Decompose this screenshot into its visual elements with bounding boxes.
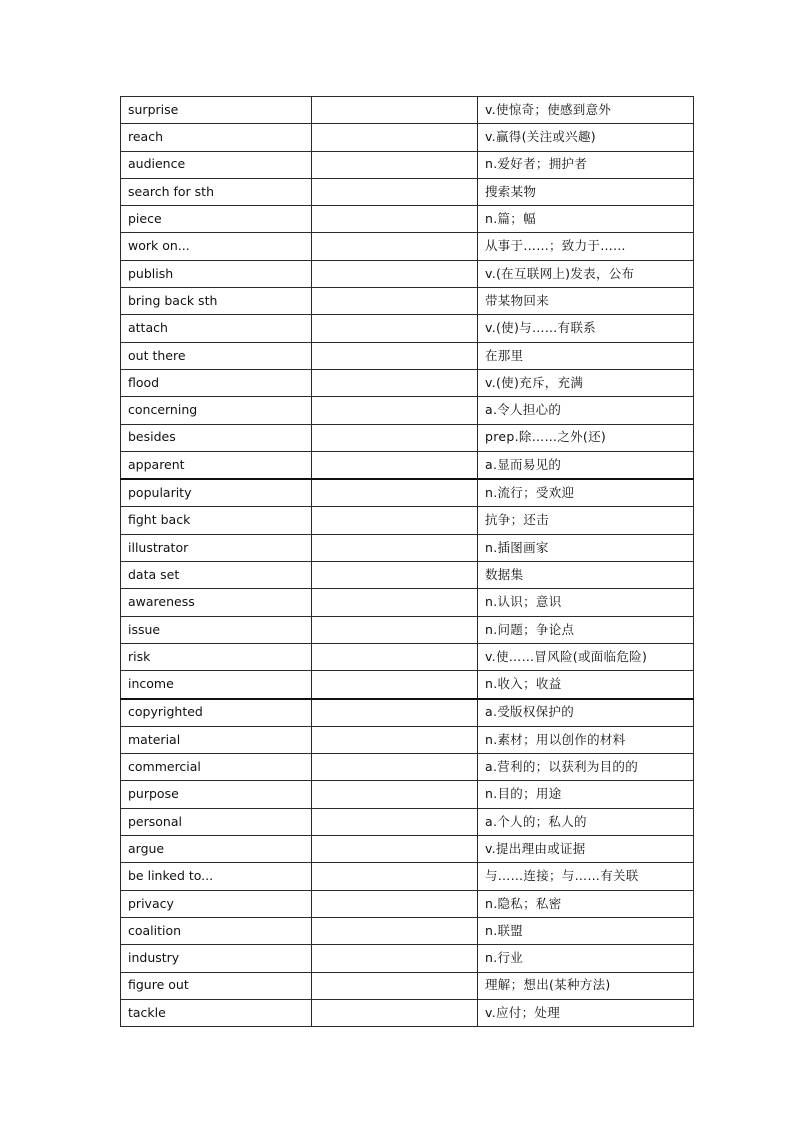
table-row [121,808,694,835]
table-row [121,534,694,561]
table-row [121,917,694,944]
table-row [121,178,694,205]
blank-answer-cell [312,699,478,727]
blank-answer-cell [312,424,478,451]
vocabulary-table [120,96,694,1027]
english-term-cell: attach [121,315,312,342]
chinese-meaning-cell: a.受版权保护的 [478,699,694,727]
table-row [121,589,694,616]
chinese-meaning-cell: n.联盟 [478,917,694,944]
chinese-meaning-cell: n.流行；受欢迎 [478,479,694,507]
chinese-meaning-cell: prep.除……之外(还) [478,424,694,451]
chinese-meaning-cell: n.目的；用途 [478,781,694,808]
chinese-meaning-cell: 抗争；还击 [478,507,694,534]
blank-answer-cell [312,781,478,808]
table-row [121,424,694,451]
english-term-cell: out there [121,342,312,369]
table-row [121,124,694,151]
table-row [121,562,694,589]
chinese-meaning-cell: v.赢得(关注或兴趣) [478,124,694,151]
chinese-meaning-cell: a.营利的；以获利为目的的 [478,754,694,781]
english-term-cell: work on... [121,233,312,260]
english-term-cell: apparent [121,451,312,479]
chinese-meaning-cell: n.问题；争论点 [478,616,694,643]
english-term-cell: illustrator [121,534,312,561]
table-row [121,369,694,396]
english-term-cell: surprise [121,97,312,124]
english-term-cell: risk [121,643,312,670]
chinese-meaning-cell: 与……连接；与……有关联 [478,863,694,890]
english-term-cell: awareness [121,589,312,616]
chinese-meaning-cell: 理解；想出(某种方法) [478,972,694,999]
blank-answer-cell [312,369,478,396]
table-row [121,781,694,808]
english-term-cell: commercial [121,754,312,781]
table-row [121,315,694,342]
english-term-cell: fight back [121,507,312,534]
blank-answer-cell [312,97,478,124]
english-term-cell: bring back sth [121,288,312,315]
chinese-meaning-cell: 数据集 [478,562,694,589]
table-row [121,97,694,124]
english-term-cell: figure out [121,972,312,999]
english-term-cell: be linked to... [121,863,312,890]
chinese-meaning-cell: 带某物回来 [478,288,694,315]
chinese-meaning-cell: 从事于……；致力于…… [478,233,694,260]
chinese-meaning-cell: n.插图画家 [478,534,694,561]
english-term-cell: purpose [121,781,312,808]
table-row [121,479,694,507]
table-row [121,863,694,890]
table-row [121,233,694,260]
english-term-cell: material [121,726,312,753]
chinese-meaning-cell: n.收入；收益 [478,671,694,699]
table-row [121,945,694,972]
chinese-meaning-cell: v.应付；处理 [478,999,694,1026]
english-term-cell: publish [121,260,312,287]
english-term-cell: reach [121,124,312,151]
blank-answer-cell [312,288,478,315]
chinese-meaning-cell: n.行业 [478,945,694,972]
blank-answer-cell [312,999,478,1026]
table-row [121,206,694,233]
chinese-meaning-cell: a.令人担心的 [478,397,694,424]
blank-answer-cell [312,151,478,178]
blank-answer-cell [312,507,478,534]
blank-answer-cell [312,808,478,835]
english-term-cell: concerning [121,397,312,424]
english-term-cell: audience [121,151,312,178]
chinese-meaning-cell: n.素材；用以创作的材料 [478,726,694,753]
chinese-meaning-cell: n.篇；幅 [478,206,694,233]
chinese-meaning-cell: n.隐私；私密 [478,890,694,917]
chinese-meaning-cell: 在那里 [478,342,694,369]
table-row [121,972,694,999]
blank-answer-cell [312,397,478,424]
blank-answer-cell [312,890,478,917]
blank-answer-cell [312,562,478,589]
english-term-cell: data set [121,562,312,589]
english-term-cell: search for sth [121,178,312,205]
blank-answer-cell [312,451,478,479]
chinese-meaning-cell: v.(在互联网上)发表，公布 [478,260,694,287]
english-term-cell: privacy [121,890,312,917]
english-term-cell: argue [121,836,312,863]
blank-answer-cell [312,671,478,699]
table-row [121,151,694,178]
chinese-meaning-cell: a.显而易见的 [478,451,694,479]
english-term-cell: coalition [121,917,312,944]
english-term-cell: popularity [121,479,312,507]
english-term-cell: piece [121,206,312,233]
table-row [121,999,694,1026]
blank-answer-cell [312,972,478,999]
table-row [121,699,694,727]
blank-answer-cell [312,754,478,781]
table-row [121,451,694,479]
table-row [121,342,694,369]
blank-answer-cell [312,917,478,944]
table-row [121,397,694,424]
english-term-cell: issue [121,616,312,643]
chinese-meaning-cell: v.使……冒风险(或面临危险) [478,643,694,670]
table-row [121,726,694,753]
blank-answer-cell [312,260,478,287]
table-row [121,260,694,287]
chinese-meaning-cell: 搜索某物 [478,178,694,205]
chinese-meaning-cell: v.使惊奇；使感到意外 [478,97,694,124]
vocabulary-table-body [121,97,694,1027]
table-row [121,643,694,670]
english-term-cell: income [121,671,312,699]
blank-answer-cell [312,534,478,561]
blank-answer-cell [312,342,478,369]
blank-answer-cell [312,616,478,643]
blank-answer-cell [312,643,478,670]
chinese-meaning-cell: v.(使)充斥，充满 [478,369,694,396]
table-row [121,507,694,534]
blank-answer-cell [312,206,478,233]
table-row [121,754,694,781]
table-row [121,288,694,315]
blank-answer-cell [312,233,478,260]
english-term-cell: flood [121,369,312,396]
blank-answer-cell [312,178,478,205]
blank-answer-cell [312,479,478,507]
chinese-meaning-cell: v.提出理由或证据 [478,836,694,863]
blank-answer-cell [312,945,478,972]
blank-answer-cell [312,589,478,616]
chinese-meaning-cell: n.认识；意识 [478,589,694,616]
english-term-cell: copyrighted [121,699,312,727]
table-row [121,616,694,643]
english-term-cell: industry [121,945,312,972]
table-row [121,890,694,917]
chinese-meaning-cell: v.(使)与……有联系 [478,315,694,342]
english-term-cell: personal [121,808,312,835]
table-row [121,836,694,863]
blank-answer-cell [312,836,478,863]
blank-answer-cell [312,315,478,342]
table-row [121,671,694,699]
blank-answer-cell [312,863,478,890]
chinese-meaning-cell: a.个人的；私人的 [478,808,694,835]
english-term-cell: besides [121,424,312,451]
blank-answer-cell [312,726,478,753]
english-term-cell: tackle [121,999,312,1026]
blank-answer-cell [312,124,478,151]
chinese-meaning-cell: n.爱好者；拥护者 [478,151,694,178]
